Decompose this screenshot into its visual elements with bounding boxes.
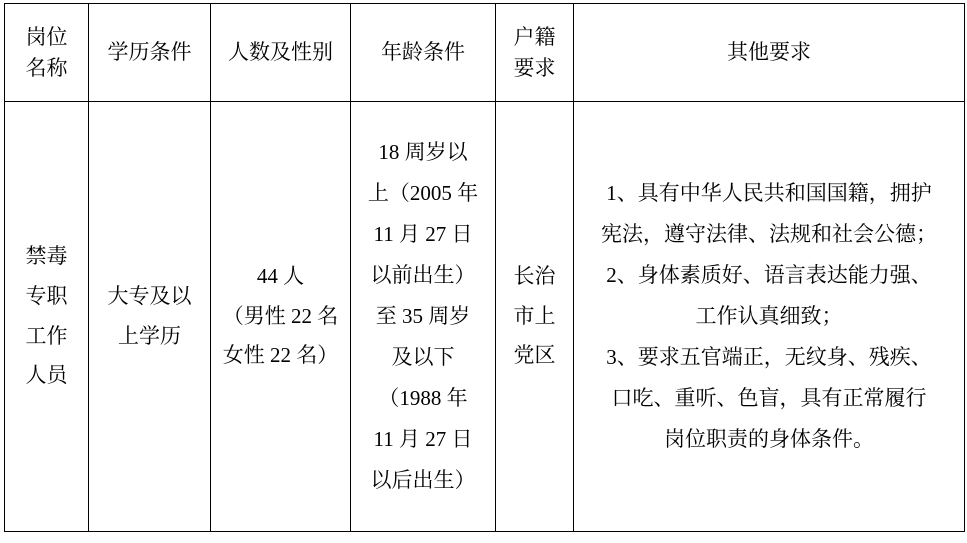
- header-cell-education: [89, 4, 211, 102]
- position-name-line: 人员: [25, 363, 68, 388]
- header-line: 其他要求: [727, 40, 811, 65]
- header-cell-hukou: [496, 4, 574, 102]
- age-line: 及以下: [391, 344, 455, 369]
- hukou-line: 市上: [513, 303, 556, 328]
- other-requirement-line: 2、身体素质好、语言表达能力强、: [606, 263, 932, 288]
- position-name-line: 专职: [25, 283, 68, 308]
- other-requirement-line: 口吃、重听、色盲，具有正常履行: [611, 385, 927, 410]
- hukou-line: 长治: [513, 263, 556, 288]
- header-cell-count-gender: [211, 4, 351, 102]
- other-requirement-line: 工作认真细致；: [695, 304, 843, 329]
- age-line: 以后出生）: [370, 467, 476, 492]
- age-line: 18 周岁以: [378, 140, 468, 165]
- header-line: 名称: [25, 55, 68, 80]
- header-line: 人数及性别: [228, 40, 333, 65]
- age-line: 11 月 27 日: [373, 222, 473, 247]
- other-requirement-line: 岗位职责的身体条件。: [664, 426, 874, 451]
- hukou-line: 党区: [513, 343, 556, 368]
- document-page: [0, 3, 967, 543]
- header-line: 要求: [513, 55, 556, 80]
- header-cell-age: [351, 4, 496, 102]
- header-cell-other: [574, 4, 965, 102]
- cell-count-gender: [211, 102, 351, 532]
- education-line: 上学历: [118, 323, 181, 348]
- position-name-line: 工作: [25, 323, 68, 348]
- cell-education: [89, 102, 211, 532]
- header-line: 年龄条件: [381, 40, 465, 65]
- age-line: 至 35 周岁: [375, 304, 471, 329]
- header-line: 学历条件: [107, 40, 192, 65]
- age-line: 11 月 27 日: [373, 426, 473, 451]
- other-requirement-line: 宪法，遵守法律、法规和社会公德；: [601, 222, 937, 247]
- job-requirements-table: [4, 3, 965, 532]
- table-header-row: [5, 4, 965, 102]
- cell-position-name: [5, 102, 89, 532]
- header-line: 岗位: [25, 25, 68, 50]
- age-line: 上（2005 年: [367, 181, 479, 206]
- cell-other-requirements: [574, 102, 965, 532]
- age-line: 以前出生）: [370, 263, 476, 288]
- cell-age: [351, 102, 496, 532]
- count-line: 44 人: [256, 263, 305, 288]
- education-line: 大专及以: [107, 283, 192, 308]
- position-name-line: 禁毒: [25, 243, 68, 268]
- header-cell-position-name: [5, 4, 89, 102]
- table-header: [5, 4, 965, 102]
- other-requirement-line: 3、要求五官端正，无纹身、残疾、: [606, 344, 932, 369]
- count-line: 女性 22 名）: [222, 343, 339, 368]
- header-line: 户籍: [513, 25, 556, 50]
- age-line: （1988 年: [378, 385, 468, 410]
- count-line: （男性 22 名: [222, 303, 339, 328]
- table-body: [5, 102, 965, 532]
- table-row: [5, 102, 965, 532]
- cell-hukou: [496, 102, 574, 532]
- other-requirement-line: 1、具有中华人民共和国国籍，拥护: [606, 181, 932, 206]
